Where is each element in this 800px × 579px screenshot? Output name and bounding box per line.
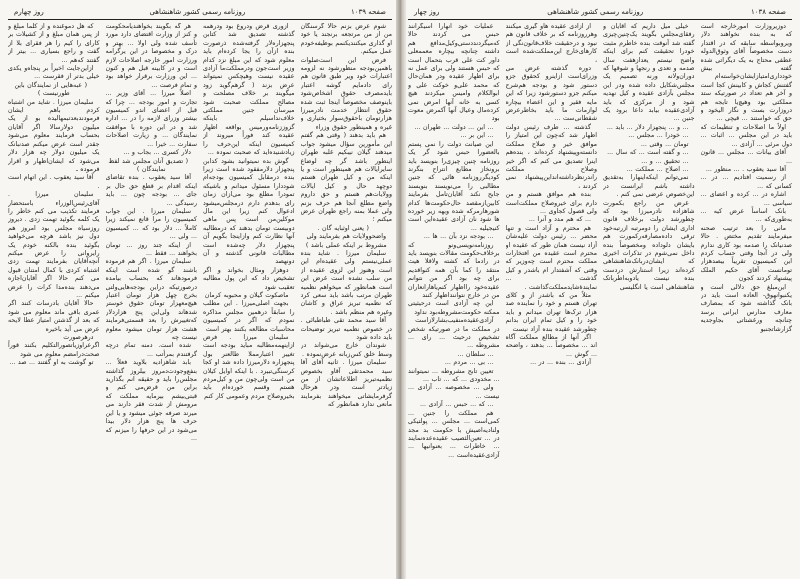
paragraph: ... بودجه نزد بآن ... ها ... bbox=[423, 233, 494, 241]
text-column bbox=[203, 23, 295, 575]
paragraph: شوم عرض بزنم حالا گرسنگان من از من مرتجعه برنجند یا خود او گذاری میکنندیکنمم بوظیفه‌خودم عمل میکنم. bbox=[300, 23, 392, 56]
paragraph: آزادی ... بنده ... در ... bbox=[530, 359, 591, 367]
paragraph: سلیمان میرزا . فرض ازاینهمه‌مطالبه مباید بودجه است تغییر اعتبارمملا طالعنر بول پنجهزاره دلارمیرزا داده شد او کجا کرسنگی‌تبیرد . با اینکه اوایل کیلان من است ولی‌چون من و کیل‌مردم هستم وقسم خورده‌ام باید بخیروصلاح مردم وعمومی کار کنم bbox=[203, 334, 295, 400]
gazette-title: روزنامه رسمی کشور شاهنشاهی bbox=[547, 8, 644, 16]
paragraph: ... که ... حبس ... آزادی ... bbox=[420, 401, 494, 409]
right-page bbox=[400, 0, 800, 579]
gazette-title: روزنامه رسمی کشور شاهنشاهی bbox=[149, 8, 246, 16]
right-page-columns bbox=[408, 20, 792, 575]
left-page-columns bbox=[8, 20, 392, 575]
right-page-header bbox=[408, 6, 792, 20]
paragraph: هر گه بگویند بخواهندیامحکومت و کنز از وزارت اقتضای دارد مورد تأسف شده ولی اولا ... بهتر و درک و مخصوصا در این یرگرامه ورزارت امور خارجه اصلاحات لازم است و در کابینه قبل هم و کنون ... این ورزارت برقرار خواهد بود و تمام فرصت ... bbox=[105, 23, 197, 89]
paragraph: ... و ... پنجهزار دلار ... باید ... bbox=[606, 123, 689, 131]
paragraph: بجهت اصلی‌میرزا . این مطلب را سابقاً درهمین مجلس مذاکره نمودم که اگر در کمیسیون محاسبات مطالعه بکنند بهتر است bbox=[203, 300, 295, 333]
paragraph: ماصکوت گیلان و محبوبه کرمان bbox=[204, 292, 289, 299]
paragraph: بانک اساساً عرض کیه ... به‌طوری‌که ... bbox=[700, 207, 792, 224]
paragraph: دوره گذشته عرض می وزرای‌است ازاینرو کحقوق جزو دستور شود و بودجه هم‌شرح میکنم جزو دستورشود زیرا که این مایه فقیر و این اعضاء بیچاره لوازمات ما باید بخاطرعرض شقطانی‌ست ... bbox=[505, 65, 597, 123]
text-column bbox=[8, 23, 100, 575]
paragraph: عملیات خود آنهارا اسیگرانند حبس می کردند حالا که‌میگردند‌دستی‌وکیل‌مدافع هم داشته چنانچه بیچاره معممعلی داور کت علی قرب‌ بتحمال است که حبس هستند ولی برای عمل نه برای اظهار عقیده ودر همان‌حال که محمد علی‌و خوکت علی و ابوالکلام وامیس میکردند هیچ کسی به خانه آنها امرض نمی کرده‌مال وعیال آنها آکمرض معوت بود bbox=[408, 23, 500, 123]
page-number: صفحه ۱۰۳۸ bbox=[750, 8, 786, 16]
paragraph: ... این ... دولت ... طهران‌ ... bbox=[414, 123, 494, 131]
paragraph: این صیانت دولت را نمی پستم بالعضو‌را حبس شود گر یک روزنامه چنین چیزی‌را بنویسد باید برونخا‌ز مطابع انتراح بنگرند کودیگرروزنامه هائی که جنین مطالبی را می‌نویسند بنویسند جابح نکند آقایان‌تامل بفرمایند ‌کابین‌ازمقصد حال‌حکومت‌ها کدام شور‌هارمرکه شده ویهه زیر خورده ها‌ شود نان آزادی عقیده‌این است کنیجیلیه ... bbox=[408, 140, 500, 232]
left-page-header bbox=[8, 6, 392, 20]
paragraph: ازاین‌جایت اخیراً بر پنجاه‌و یکدی خیلی بدتر از فقرست ... bbox=[8, 65, 100, 81]
paragraph: ... این بر ... bbox=[460, 132, 494, 140]
paragraph: ... سلطان ... bbox=[457, 350, 494, 358]
session-day: روز چهار bbox=[414, 8, 440, 16]
paragraph: سلیمان میرزا . اگر هم فرموده باشند گو شده است اینکه فرمودهاند که بحساب بیامده درصورتیکه دراین بودجه‌هایی‌ولتی بخرج چهل هزار تومان اعتبار هیچ‌معهزار تومان حقوق خوستر شدهاند ولی‌این پنج هزاردلار که‌تغییرش را بعد قسمتی‌فرمایند هشت هزار تومان میشود معلوم نیست چه bbox=[105, 258, 197, 342]
paragraph: ... خودرا ... مجلس ... bbox=[628, 132, 689, 140]
session-day: روز چهارم bbox=[14, 8, 44, 16]
paragraph: آقا سید یعقوب . ... منظور ... bbox=[705, 165, 786, 173]
paragraph: تو گوشت به او گفتند ... صد ... bbox=[9, 359, 94, 367]
paragraph: گوش بده نمیتوانید بشود کدابن پنجهزار دلارمفقود شده است زیرا بنده درمقابل کمیسیون بودجه‌ام شود‌دارا مسئول میدانم و باشیکه تمودرا مطلع بود می‌ازان زمان رای بدهدم دارم درمجلس‌میشود ادعوال کنم زیرا این مال موکلین‌من است پس ماهی دوبیست تومان بدهند که درمطالبه آنها نظارت کنم وازاینجا بگویم‌ آن پنجهزار دلار چه‌شده است مطالبات قانونی گذشته و آن دو‌نهصد bbox=[203, 157, 295, 266]
text-column bbox=[603, 23, 695, 575]
page-number: صفحه ۱۰۳۹ bbox=[350, 8, 386, 16]
paragraph: سلیمان میرزا . شاید من اشتباه کردم باهم ایشان فرمودندبعدتبمهالیده بو از یک میلیون دولارسالا اگر آقایان بحساب فرمایند معلوم می‌شود جقدر است عرض میکنم صدنبانک یک میلیون دولار چه هزار دلار می‌شود که ایشان‌اظهار و اقرار فرموده ـ bbox=[8, 98, 100, 173]
paragraph: ازوری قرض ودروغ بود ودرهمه گذشته تصدیق شد کتابن پنجهزاره‌لار گرفته‌شده ذرصورت بنده ازآن را یجا کرده‌ام باید معلوم شود که این مبلغ نزد کدام وزیر است‌جون ودرمملکت‌ما آزادی عقیده نیست وهیچکس نمیتواند عرض بزند ( گرهم‌گوید زود میگویند بر خلاف مصلحت و مصالح مملکت صحبت شود میرسان جنین مملکتی خلاف‌نداسیلم باینکه گزوززنامه‌ورمیس بواقعه اظهار عقیده کند فوراً میروند از کمیسیون اینکه این‌حرف را زیاد‌شنیده‌اید که صحبت نموده ... bbox=[203, 23, 295, 157]
paragraph: فرض این است‌صلوات باهمین‌بودجه منظورشود نه لزومه اعتبارات خود ویر طبق قانون هم رای دادمایم گوشه اعتبار باید‌مصرف حقوق اشخاص‌شود باینوصف مخصوصاً اینجا ثبت شده حقوق انتظار خدمت نادرمیرزا هزارتومان باحقوق‌سوار بختیاری و غیره و همینطور حقوق وزراء bbox=[300, 56, 392, 131]
paragraph: هم محترم و آزاد است و تنها محضر ... رئیس دولت علیه‌شان آزاد نیست همان طور که عقیده او محترم است عقیده من افتخارات مملکت محترم است چه‌وزیر که وقتی که آشفتدار ام باشدر و کیل گذشت ... نمایندهٔ‌شاید‌مملکت‌گذاشت . bbox=[505, 224, 597, 291]
paragraph: اولاً ما اصلاحات و تنظیمات که باید در این مجلس ... اثبات ... دول مرئی ... آزادی ... bbox=[700, 123, 792, 148]
paragraph: شوندان خارج می‌شواند در وسط خلق کس‌زبانه عرض‌نموده . bbox=[300, 342, 392, 358]
paragraph: که هل دموغنده و از کلما مبلغ و از پس همان مبلغ و از کشیلات بر کارای را کیم را هر فقرای بلا از گفت و راجع بسیاری ... بیتر از گفتند که‌هم ... bbox=[8, 23, 100, 64]
paragraph: شده است. دمنه تمام درچه گرفتندم بمرأتب ... bbox=[105, 342, 197, 358]
paragraph: اگر آنها از مطالع مملکت آگاه اند ... مخصوصاً ... بدهند ، واضحه ... گوش ... bbox=[505, 334, 597, 358]
paragraph: مانی را بعد ترتیب صحنه میفرمایند تقدیم مختص . حالا صدنیانک را صدمه بود کاری ندارم ولی در آنجا وقتی حساب کردم این کمیسیون تقریباً بیصدهزار تومانست آقای حکیم الملک پیشنهاد کردند کجون bbox=[700, 224, 792, 283]
text-column bbox=[701, 23, 793, 575]
paragraph: آقا سید یعقوب . این اتهام است . bbox=[8, 174, 100, 190]
text-column bbox=[408, 23, 500, 575]
paragraph: دلار کسری ... بجاب و ... bbox=[123, 149, 191, 157]
paragraph: از اینکه جند روز ... تومان بخواهند ... فقط ... bbox=[105, 241, 197, 257]
paragraph: آقای بیانات ... مجلس ... قانون ... bbox=[700, 149, 792, 165]
paragraph: از آزادی عقیده هاو گیری میکنند وهرروزنامه که بر خلاف قانون هم نبود و درحقیقت خلاف‌قانون‌نگی از کارهای‌خارج این‌مملکت‌شده است ، bbox=[505, 23, 597, 64]
paragraph: سلیمان میرزا . شاید بنده عملی‌نیستم ولی عقیده‌ام این است وهنوز این لزوی عقیده از من سلب نشده است غرض این است همانطور که میخواهم نظمیه طهران مرتب باشد باید سعی کرد که نظمیه تبریز عراق و کاشان وغیره هم منظم باشد . bbox=[300, 249, 392, 316]
paragraph: ... بی ... مردم ... bbox=[444, 359, 494, 367]
paragraph: ... که هم مدد و آنرا ... bbox=[528, 216, 591, 224]
paragraph: اصلاً میرزا ... آقای وزیر ... تجارت و امور بودجه ... چرا که قبل از اعضای اندو کمیسیون بیشتر وزرای لازمه را در ... اداره شد و در این دوره با موافقت نمایندگان ... و زیارت اصلاحات سفارت ... خیرا ... bbox=[105, 90, 197, 148]
paragraph: ... و گفته است ... که سال ... bbox=[607, 149, 689, 157]
text-column bbox=[301, 23, 393, 575]
paragraph: بابد شاهزادیه بلاوید فعلاً ... بنفع‌وجودت‌دمروز بیلروز گذاشته مجلس‌را باید و حقیقه انم بگذارید براین من قرض‌می کنم و قبتی‌بیشم بیرمایه‌ مملکت که مرومش از شدت فقر دارند می میرند صرفه‌ جوئی میشود و یا این حرف ها پنج هزار دلار بیدا می‌شود در این حرفها را میزنم که ... bbox=[105, 359, 197, 442]
paragraph: غرض من راجع بکمورت شاهزاده نادرمیرزا بود که چطورشد دولت برخلاف قانون اداری ایشان را دومرتبه ازرتبه‌خود ترقی داده‌مصارفه‌رکمورت هم بایشان دلوداده ومخصوصاً بنده داخل نمی‌شوم در تذکرات‌ اخیری که ایشان‌دربانک‌شاهنشاهی کرده‌اند زیرا استنارش دردست بنده نیست یادوبه‌اطرباتک شاهنشاهی است یا انگلیسی bbox=[603, 199, 695, 291]
paragraph: این چه آزادی است درحیثیتی ممکنه حکومت‌مشروطه‌بود نداود bbox=[408, 300, 500, 316]
paragraph: اشاره در ... کرده و اعضای ... سیاسی ... bbox=[700, 191, 792, 207]
paragraph: ... تحقیق ... و ... bbox=[641, 157, 689, 165]
binding-gutter bbox=[396, 0, 406, 579]
paragraph: آقا سید یعقوب . بنده تقاضای اینکه اقدام بر قطع حق حال بر جای ... بودجه چون ... باید رسیدگی ... bbox=[105, 174, 197, 207]
text-column bbox=[506, 23, 598, 575]
paragraph: حالا آقایان بادرسات کنند اگر عمری باقی ماند معلوم می شود که بعد از گذشتن امتیاز عطا لایحه عرض می آید باخیره bbox=[8, 300, 100, 333]
paragraph: ( یعنی اوثبایه گان . واضحوولایات هم بفرمایند ولی مشروط بر اینکه عملی باشد ) bbox=[305, 224, 387, 249]
paragraph: درهرصورت اگرعراوزیاتصورالتکلیم بکنند قوراً صحت‌درامضم معلوم می شود bbox=[8, 334, 100, 358]
paragraph: مثلاً من که باشدر از و کلای تهران هستم و خود را نماینده صد هزار ترک‌‌ها تهران میدانم و باید خود را و کیل تمام ایران بدانم چطور‌شد عقیده بنده آزاد نیست bbox=[505, 292, 597, 333]
paragraph: خیلی میل داریم که آقایان و رفقای‌مجلس بگویند یک‌چنین‌چیزی گفته شد آنوقت بنده خاطرم مثبت خودرا تحقیقت کنم برای اینکه واضح نیستم یعدا‌زهفت سال صدمه و تعدی و رنجها و شوقها که دوران‌ولانه ورنه تصمیم یک مجلس‌شکایل داده شده ودر این مجلس بآزادی عقیده و کیل نهدیه شود و از مرکزی که باید آزادی‌عقیده بیابد داعا برود یک جنین ... bbox=[603, 23, 695, 123]
paragraph: سلیمان میرزا . ثانیه آقای آقا سید محمدتقی آقاو بخصوص نظمیه‌تبریز اطلاعاتشان از من زیادتر است ودر هرحال گرفرمایشاتی میخواهند بفرمایند مانعی ندارد همانطور که bbox=[300, 359, 392, 409]
paragraph: این‌مبلغ حق دلالی است و یکنبوانهوق- العاده است باید در بانک گذاشته شود که بمصارف معارف مدارس ایرانی برسد چنانچه ورغشتاتی بجاوجدیه گزارشاتجنبو bbox=[700, 283, 792, 333]
paragraph: ... اصلاح ... مملکت ... bbox=[626, 165, 689, 173]
paragraph: هم باید بدهند ( وقتی هم گفتم این مأمورین سؤال میشود جواب میدهند گیلان نیبکیم غلبه طهران اینطور باشد گر چه لوضاع سایرایالات هم همینطور است و یا اینکه من و کیل طهران هستم دوچهد حال و کیل ایالات وولایات‌هم هستم و حق داروم واضع مطلع آنجا هم حرف بزنم ولی عملا بمنه راجع طهران عرض میکنم ؛ bbox=[300, 132, 392, 224]
paragraph: تعیین تابح مشروطه ... نمیتوانند ... مخدودی ... که ... تاب ... bbox=[408, 367, 500, 384]
paragraph: از رسمیت افتادیم ... در ... کسانی که ... bbox=[700, 174, 792, 190]
paragraph: تومان ... وقتی ... bbox=[640, 140, 689, 148]
paragraph: نمی‌توانم اینکه‌اینهارا به‌تقدیق داشته باشم ایرانست در این‌خصوص عرضی نمی کنم . bbox=[603, 174, 695, 199]
paragraph: ( تصدیق آنان مجلس شد لفظ نمایندگان ) bbox=[108, 157, 189, 173]
paragraph: بنده هم موافق هستم و من دارم برای خیروصلاح مملکت‌است ولی قصول کجاوی ... bbox=[505, 191, 597, 215]
paragraph: سلیمان میرزا . آقای‌رئیس‌الوزراء باستحضار فرمایند تکذیب می کنم خاطر را یک کلمه بگوئید تهمت زدی . دیروز روزسیاه مجلس بود امروز هم دول نیز باشد هرچه می‌خواهید بگوئید بنده بالکنه خودم یک رایروانی را عرض میکنم آنچه‌آقایان بفرمایند تهمت زدی اشتباه کردی با کمال امتنان قبول می کنم حالا اگر آقایان‌اجازه می‌دهند بنده‌مدا کرات را عرض میکنم ... bbox=[8, 191, 100, 299]
paragraph: ولی ... مخصوصه ... آزادی ... نیست ... bbox=[408, 384, 500, 400]
paragraph: آقا سید محمد تقی طباطبائی . در خصوص نظمیه تبریز توضیحات باید داده شود bbox=[300, 317, 392, 342]
text-column bbox=[106, 23, 198, 575]
paragraph: هم مملکت را جنین ... کمی‌است ... مجلس ... پولتیکی ولنادیه‌اصیش با حکومت بد مجد در ... تعین‌الثصیب عقیده‌عده‌نمایند ... خاطرات ... بعنوانیها ... آزادی‌عقیده‌است ... bbox=[408, 409, 500, 459]
paragraph: آزادی‌عقیده‌منفیب‌بشارلازاست در مملکت ما در صورتیکه شخص تشخیص درحیث ... رای ... مشروطه ... bbox=[408, 317, 500, 350]
paragraph: ( عبه‌هایی از نمایندگان باین طورنیست ) bbox=[14, 81, 88, 98]
paragraph: دوزیروزارت امورخارجه است که به بنده نخواهند دلار ویرو‌بواسطه سابقه که در اقتدار دست مخصوصاً آقای وثوق‌الدوله عطفی محتاج به یک دیگراتی شده گفته بیش خود‌داری‌امتیاز‌ایشان‌خواسته‌ام گفتنش کجاش و کابینش کجا است و آخر هم تعداد در صورتیکه ستد مملکتی بود وهیچ‌یا تایجه هم دروزارت بست و نگار الیخود‌ و حق که خواستند ... قیچی ... bbox=[700, 23, 792, 123]
paragraph: سلیمان میرزا . این جواب کمیسیون را مرا قانع نمیکند زیرا کاملاً ... دلار بود که ... کمیسیون ... ولی ... bbox=[105, 207, 197, 241]
paragraph: گذشته ... طرف رئیس دولت اظهار شد که‌چون این امتیاز را موافق خیر و صلاح مملکت دانسته‌وپیشنهاد کرده‌اند ، بنده‌هم اینرا تصدیق می کنم که اگر خیر وصلاح مملکت راندر‌نظرداشته‌اند‌این‌پیشنهاد نمی کردند ، bbox=[505, 123, 597, 190]
paragraph: دوهزار ومثال بخواند و اگر تشخیص داد که این پول مطالبه تعقیب شود bbox=[203, 266, 295, 291]
paragraph: روزنامه‌نویسی‌ونو که برخلاف‌حکومت مقالات بنویسد باید در رادما که کشته ولاقلا هیث منتقد را کما بآن همه کنواقدیم برای چه بود اگر من نتوانم عقیده‌خود را‌اظهار کنم‌یا‌هارانعاران من در خارج نتوانند‌اظهار کنند bbox=[408, 241, 500, 299]
